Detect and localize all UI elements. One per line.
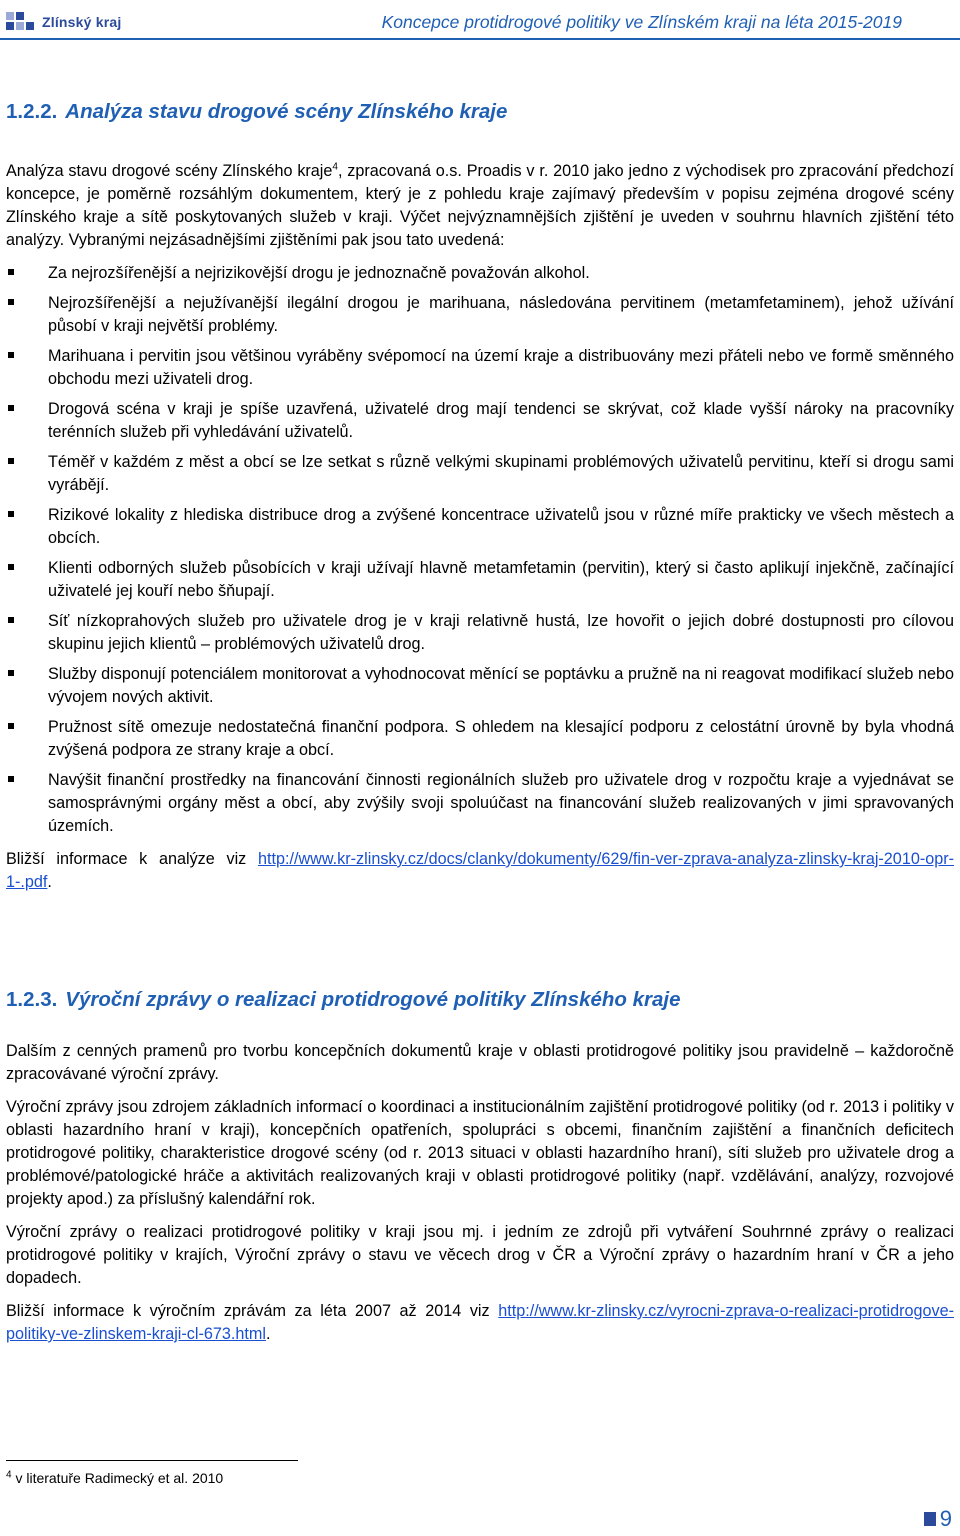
bullet-icon: [8, 670, 14, 676]
section-1-2-3-body: [6, 1040, 954, 1346]
list-item: Za nejrozšířenější a nejrizikovější drogu je jednoznačně považován alkohol.: [6, 262, 954, 285]
header-divider: [0, 38, 960, 40]
findings-list: [6, 262, 954, 838]
bullet-icon: [8, 269, 14, 275]
list-item: Klienti odborných služeb působících v kraji užívají hlavně metamfetamin (pervitin), který si často aplikují injekčně, začínající uživatelé jej kouří nebo šňupají.: [6, 557, 954, 603]
footnote-mark: 4: [6, 1469, 12, 1481]
list-item: Služby disponují potenciálem monitorovat a vyhodnocovat měnící se poptávku a pružně na ni reagovat modifikací služeb nebo vývojem nových aktivit.: [6, 663, 954, 709]
list-item: Síť nízkoprahových služeb pro uživatele drog je v kraji relativně hustá, lze hovořit o jejich dobré dostupnosti pro cílovou skupinu jejich klientů – problémových uživatelů drog.: [6, 610, 954, 656]
list-item: Pružnost sítě omezuje nedostatečná finanční podpora. S ohledem na klesající podporu z celostátní úrovně by byla vhodná zvýšená podpora ze strany kraje a obcí.: [6, 716, 954, 762]
bullet-icon: [8, 511, 14, 517]
annual-reports-more-info: Bližší informace k výročním zprávám za léta 2007 až 2014 viz http://www.kr-zlinsky.cz/vyrocni-zprava-o-realizaci-protidrogove-politiky-ve-zlinskem-kraji-cl-673.html.: [6, 1302, 954, 1343]
section-heading-1-2-2: [6, 100, 507, 124]
list-item: Drogová scéna v kraji je spíše uzavřená, uživatelé drog mají tendenci se skrývat, což klade vyšší nároky na pracovníky terénních služeb při vyhledávání uživatelů.: [6, 398, 954, 444]
list-item: Marihuana i pervitin jsou většinou vyráběny svépomocí na území kraje a distribuovány mezi přáteli nebo ve formě směnného obchodu mezi uživateli drog.: [6, 345, 954, 391]
bullet-icon: [8, 458, 14, 464]
section-title: Analýza stavu drogové scény Zlínského kraje: [65, 100, 508, 123]
intro-paragraph: Analýza stavu drogové scény Zlínského kraje$^4$, zpracovaná o.s. Proadis v r. 2010 jako jedno z východisek pro zpracování předchozí koncepce, je poměrně rozsáhlým dokumentem, který je z pohledu kraje zajímavý především v popisu zejména drogové scény Zlínského kraje a sítě poskytovaných služeb v kraji. Výčet nejvýznamnějších zjištění je uveden v souhrnu hlavních zjištění této analýzy. Vybranými nejzásadnějšími zjištěními pak jsou tato uvedená:: [6, 161, 954, 249]
page-marker-icon: [924, 1512, 936, 1526]
bullet-icon: [8, 352, 14, 358]
list-item: Nejrozšířenější a nejužívanější ilegální drogou je marihuana, následována pervitinem (metamfetaminem), jehož užívání působí v kraji největší problémy.: [6, 292, 954, 338]
list-item: Téměř v každém z měst a obcí se lze setkat s různě velkými skupinami problémových uživatelů pervitinu, kteří si drogu sami vyrábějí.: [6, 451, 954, 497]
analysis-more-info: Bližší informace k analýze viz http://www.kr-zlinsky.cz/docs/clanky/dokumenty/629/fin-ver-zprava-analyza-zlinsky-kraj-2010-opr-1-.pdf.: [6, 850, 954, 891]
list-item: Rizikové lokality z hlediska distribuce drog a zvýšené koncentrace uživatelů jsou v různé míře prakticky ve všech městech a obcích.: [6, 504, 954, 550]
page-number: [924, 1506, 952, 1532]
annual-reports-paragraph-2: Výroční zprávy jsou zdrojem základních informací o koordinaci a institucionálním zajištění protidrogové politiky (od r. 2013 i politiky v oblasti hazardního hraní v kraji), koncepčních opatřeních, spolupráci s obcemi, finančním zajištění a finančních deficitech protidrogové politiky, charakteristice drogové scény (od r. 2013 situaci v oblasti hazardního hraní), síti služeb pro uživatele drog a problémové/patologické hráče a aktivitách realizovaných kraji v oblasti protidrogové politiky (např. vzdělávání, analýzy, rozvojové projekty apod.) za příslušný kalendářní rok.: [6, 1098, 954, 1208]
bullet-icon: [8, 405, 14, 411]
annual-reports-paragraph-3: Výroční zprávy o realizaci protidrogové politiky v kraji jsou mj. i jedním ze zdrojů při vytváření Souhrnné zprávy o realizaci protidrogové politiky v krajích, Výroční zprávy o stavu ve věcech drog v ČR a Výroční zprávy o hazardním hraní v ČR a jeho dopadech.: [6, 1223, 954, 1287]
bullet-icon: [8, 564, 14, 570]
section-title: Výroční zprávy o realizaci protidrogové politiky Zlínského kraje: [65, 988, 681, 1011]
footnote-text: v literatuře Radimecký et al. 2010: [11, 1470, 224, 1486]
document-title: Koncepce protidrogové politiky ve Zlínském kraji na léta 2015-2019: [381, 12, 902, 32]
logo-text: Zlínský kraj: [42, 14, 122, 30]
page-number-value: 9: [939, 1506, 952, 1531]
bullet-icon: [8, 723, 14, 729]
section-number: 1.2.3.: [6, 988, 58, 1011]
section-number: 1.2.2.: [6, 100, 58, 123]
bullet-icon: [8, 617, 14, 623]
section-heading-1-2-3: [6, 988, 681, 1012]
bullet-icon: [8, 776, 14, 782]
footnote-ref: 4: [332, 161, 338, 173]
page-header: [0, 0, 960, 40]
annual-reports-link[interactable]: http://www.kr-zlinsky.cz/vyrocni-zprava-o-realizaci-protidrogove-politiky-ve-zlinskem-kraji-cl-673.html: [6, 1302, 954, 1343]
analysis-pdf-link[interactable]: http://www.kr-zlinsky.cz/docs/clanky/dokumenty/629/fin-ver-zprava-analyza-zlinsky-kraj-2010-opr-1-.pdf: [6, 850, 954, 891]
footnote: [6, 1470, 223, 1486]
section-1-2-2-body: [6, 160, 954, 894]
list-item: Navýšit finanční prostředky na financování činnosti regionálních služeb pro uživatele drog v rozpočtu kraje a vyjednávat se samosprávnými orgány měst a obcí, aby zvýšily svoji spoluúčast na financování služeb realizovaných v jimi spravovaných územích.: [6, 769, 954, 838]
annual-reports-paragraph-1: Dalším z cenných pramenů pro tvorbu koncepčních dokumentů kraje v oblasti protidrogové politiky jsou pravidelně – každoročně zpracovávané výroční zprávy.: [6, 1042, 954, 1083]
footnote-divider: [6, 1460, 298, 1461]
logo-icon: [6, 10, 36, 34]
zlinsky-kraj-logo: [6, 8, 121, 36]
bullet-icon: [8, 299, 14, 305]
